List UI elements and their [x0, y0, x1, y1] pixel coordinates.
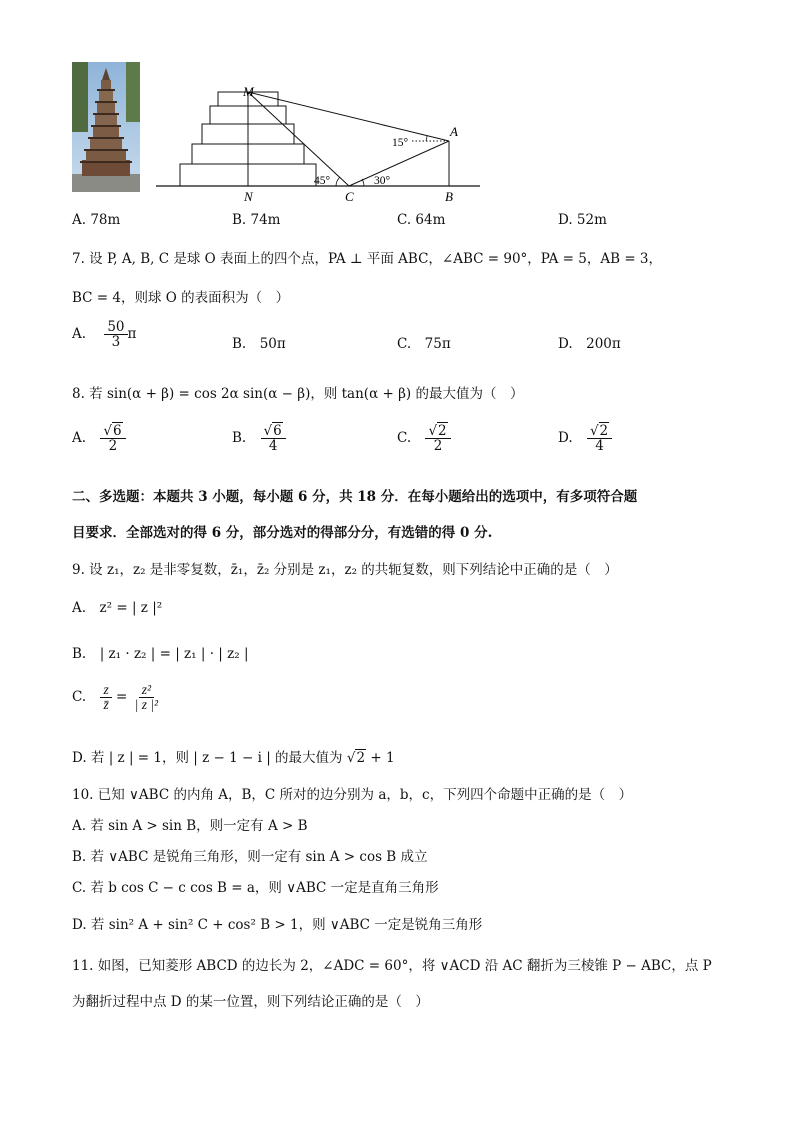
label-n: N — [244, 189, 253, 204]
q10-option-c: C. 若 b cos C − c cos B = a，则 ∨ABC 一定是直角三角形 — [72, 880, 439, 896]
q8-option-a-fraction: $\frac{√6}{2}$ — [100, 424, 125, 453]
q8-option-a-label: A. — [72, 430, 87, 447]
q11-stem-line1: 11. 如图，已知菱形 ABCD 的边长为 2，∠ADC = 60°，将 ∨ACD 沿 AC 翻折为三棱锥 P − ABC，点 P — [72, 958, 712, 974]
q7-option-a-label: A. — [72, 326, 87, 343]
q9-option-c-fraction-right — [132, 683, 161, 712]
q8-option-d-radicand: 2 — [599, 423, 609, 439]
q7-option-a-denominator: 3 — [111, 334, 121, 351]
q9-option-c-equals: = — [116, 689, 128, 706]
q7-option-a-fraction — [104, 320, 127, 349]
q8-option-b-radicand: 6 — [273, 423, 282, 439]
q9-option-c-numerator-right: z² — [139, 683, 154, 698]
q10-stem: 10. 已知 ∨ABC 的内角 A，B，C 所对的边分别为 a，b，c，下列四个命题中正确的是（ ） — [72, 787, 633, 803]
section2-header-line2: 目要求．全部选对的得 6 分，部分选对的得部分分，有选错的得 0 分. — [72, 525, 493, 541]
q9-stem: 9. 设 z₁，z₂ 是非零复数，z̄₁，z̄₂ 分别是 z₁，z₂ 的共轭复数，则下列结论中正确的是（ ） — [72, 562, 618, 578]
q9-option-d-text: D. 若 | z | = 1，则 | z − 1 − i | 的最大值为 — [72, 750, 347, 766]
q7-option-a-numerator: 50 — [104, 320, 127, 335]
q9-option-b: B. | z₁ · z₂ | = | z₁ | · | z₂ | — [72, 646, 249, 662]
q6-option-d: D. 52m — [558, 212, 607, 228]
q8-option-c-label: C. — [397, 430, 412, 447]
q7-option-a — [72, 320, 136, 349]
q7-stem-line2: BC = 4，则球 O 的表面积为（ ） — [72, 290, 290, 306]
q7-option-d: D. 200π — [558, 336, 621, 352]
section2-header-line1: 二、多选题：本题共 3 小题，每小题 6 分，共 18 分．在每小题给出的选项中，有多项符合题 — [72, 489, 638, 505]
q9-option-c — [72, 683, 161, 712]
q7-option-b: B. 50π — [232, 336, 286, 352]
q9-option-c-denominator-left: z̄ — [103, 697, 109, 713]
q8-stem: 8. 若 sin(α + β) = cos 2α sin(α − β)，则 tan(α + β) 的最大值为（ ） — [72, 386, 524, 402]
q8-option-c — [397, 424, 451, 453]
q8-option-a — [72, 424, 126, 453]
q9-option-d-tail: + 1 — [366, 750, 395, 766]
q9-option-d-radicand: 2 — [356, 750, 366, 766]
q9-option-c-denominator-right: | z |² — [134, 697, 159, 713]
q8-option-b-label: B. — [232, 430, 247, 447]
q8-option-a-radicand: 6 — [112, 423, 122, 439]
q10-option-d: D. 若 sin² A + sin² C + cos² B > 1，则 ∨ABC 一定是锐角三角形 — [72, 917, 483, 933]
q6-option-c: C. 64m — [397, 212, 446, 228]
q7-stem-line1: 7. 设 P, A, B, C 是球 O 表面上的四个点，PA ⊥ 平面 ABC，∠ABC = 90°，PA = 5，AB = 3， — [72, 251, 663, 267]
angle-45: 45° — [314, 175, 331, 187]
q9-option-a: A. z² = | z |² — [72, 600, 163, 616]
q6-option-b: B. 74m — [232, 212, 281, 228]
q8-option-c-fraction: $\frac{√2}{2}$ — [425, 424, 450, 453]
q8-option-a-denominator: 2 — [108, 438, 118, 455]
q8-option-d-denominator: 4 — [595, 438, 604, 455]
q8-option-d — [558, 424, 612, 453]
q9-option-c-numerator-left: z — [100, 683, 111, 698]
q8-option-c-radicand: 2 — [438, 423, 447, 439]
label-c: C — [345, 189, 354, 204]
q10-option-b: B. 若 ∨ABC 是锐角三角形，则一定有 sin A > cos B 成立 — [72, 849, 428, 865]
q8-option-b-denominator: 4 — [268, 438, 278, 455]
angle-30: 30° — [374, 175, 391, 187]
q8-option-b-fraction: $\frac{√6}{4}$ — [261, 424, 286, 453]
label-b: B — [445, 189, 453, 204]
q9-option-c-fraction-left — [100, 683, 111, 712]
tower-geometry-figure — [150, 82, 490, 207]
q6-option-a: A. 78m — [72, 212, 121, 228]
angle-15: 15° — [392, 137, 409, 149]
label-m: M — [243, 84, 254, 99]
q10-option-a: A. 若 sin A > sin B，则一定有 A > B — [72, 818, 308, 834]
q8-option-c-denominator: 2 — [433, 438, 443, 455]
q7-option-c: C. 75π — [397, 336, 451, 352]
q8-option-d-label: D. — [558, 430, 573, 447]
q8-option-b — [232, 424, 286, 453]
pagoda-photo — [72, 62, 140, 192]
q9-option-c-label: C. — [72, 689, 87, 706]
q9-option-d: D. 若 | z | = 1，则 | z − 1 − i | 的最大值为 √2 + 1 — [72, 750, 395, 766]
q8-option-d-fraction: $\frac{√2}{4}$ — [587, 424, 612, 453]
q7-option-a-pi: π — [127, 326, 137, 343]
label-a: A — [450, 124, 458, 139]
q11-stem-line2: 为翻折过程中点 D 的某一位置，则下列结论正确的是（ ） — [72, 994, 429, 1010]
